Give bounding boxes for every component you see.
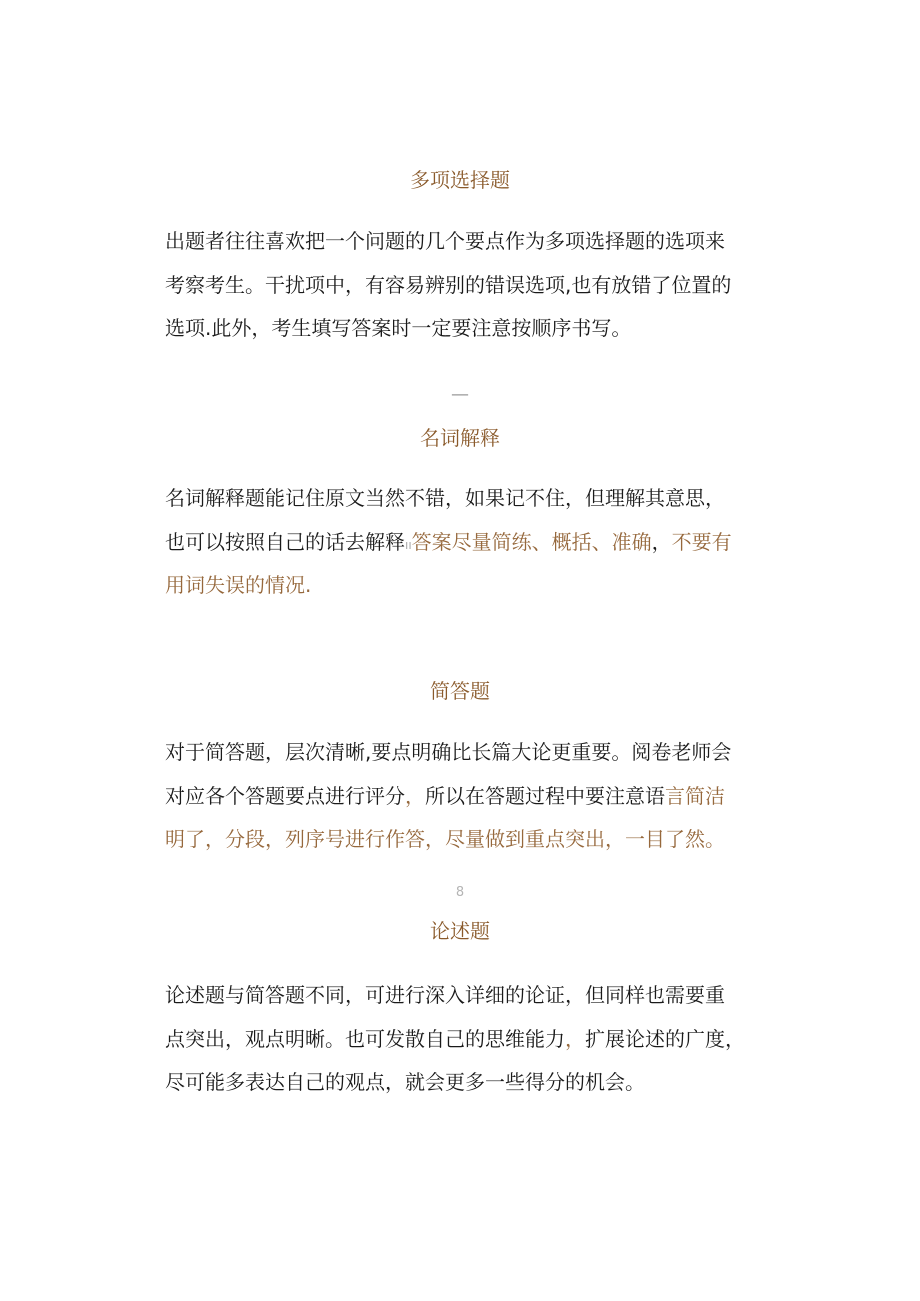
paragraph-line: 对于简答题，层次清晰,要点明确比长篇大论更重要。阅卷老师会 [165,740,732,764]
paragraph-line: 名词解释题能记住原文当然不错，如果记不住，但理解其意思， [165,486,725,510]
text-segment: 点突出，观点明晰。也可发散自己的思维能力 [165,1026,565,1051]
highlighted-text: 答案尽量简练、概括、准确 [411,529,652,554]
section-title-multiple-choice: 多项选择题 [410,168,510,192]
highlighted-text: ， [405,783,425,808]
text-segment: 对应各个答题要点进行评分 [165,783,405,808]
paragraph-line [165,775,765,819]
paragraph-essay [165,974,765,1105]
paragraph-line: 选项.此外，考生填写答案时一定要注意按顺序书写。 [165,316,632,340]
text-segment: 所以在答题过程中要注意语 [425,783,665,808]
text-segment: ， [651,529,672,554]
paragraph-multiple-choice [165,220,765,351]
section-divider: — [451,384,469,405]
paragraph-line: 用词失误的情况. [165,573,312,597]
text-segment: 也可以按照自己的话去解释 [165,529,405,554]
paragraph-line: 尽可能多表达自己的观点，就会更多一些得分的机会。 [165,1070,645,1094]
highlighted-text: 不要有 [671,529,732,554]
paragraph-line: 明了，分段，列序号进行作答，尽量做到重点突出，一目了然。 [165,827,725,851]
section-title-term-explanation: 名词解释 [420,426,500,450]
paragraph-line [165,521,765,565]
section-title-essay: 论述题 [430,919,490,943]
paragraph-term-explanation [165,477,765,608]
paragraph-line [165,1018,765,1062]
highlighted-text: 言简洁 [665,783,725,808]
stray-mark: ıı [405,537,412,552]
section-title-short-answer: 简答题 [430,679,490,703]
text-segment: 扩展论述的广度， [585,1026,745,1051]
paragraph-short-answer [165,731,765,862]
highlighted-text: ， [565,1026,585,1051]
paragraph-line: 论述题与简答题不同，可进行深入详细的论证，但同样也需要重 [165,983,725,1007]
paragraph-line: 考察考生。干扰项中，有容易辨别的错误选项,也有放错了位置的 [165,272,732,297]
page-number: 8 [455,885,465,900]
paragraph-line: 出题者往往喜欢把一个问题的几个要点作为多项选择题的选项来 [165,229,725,253]
